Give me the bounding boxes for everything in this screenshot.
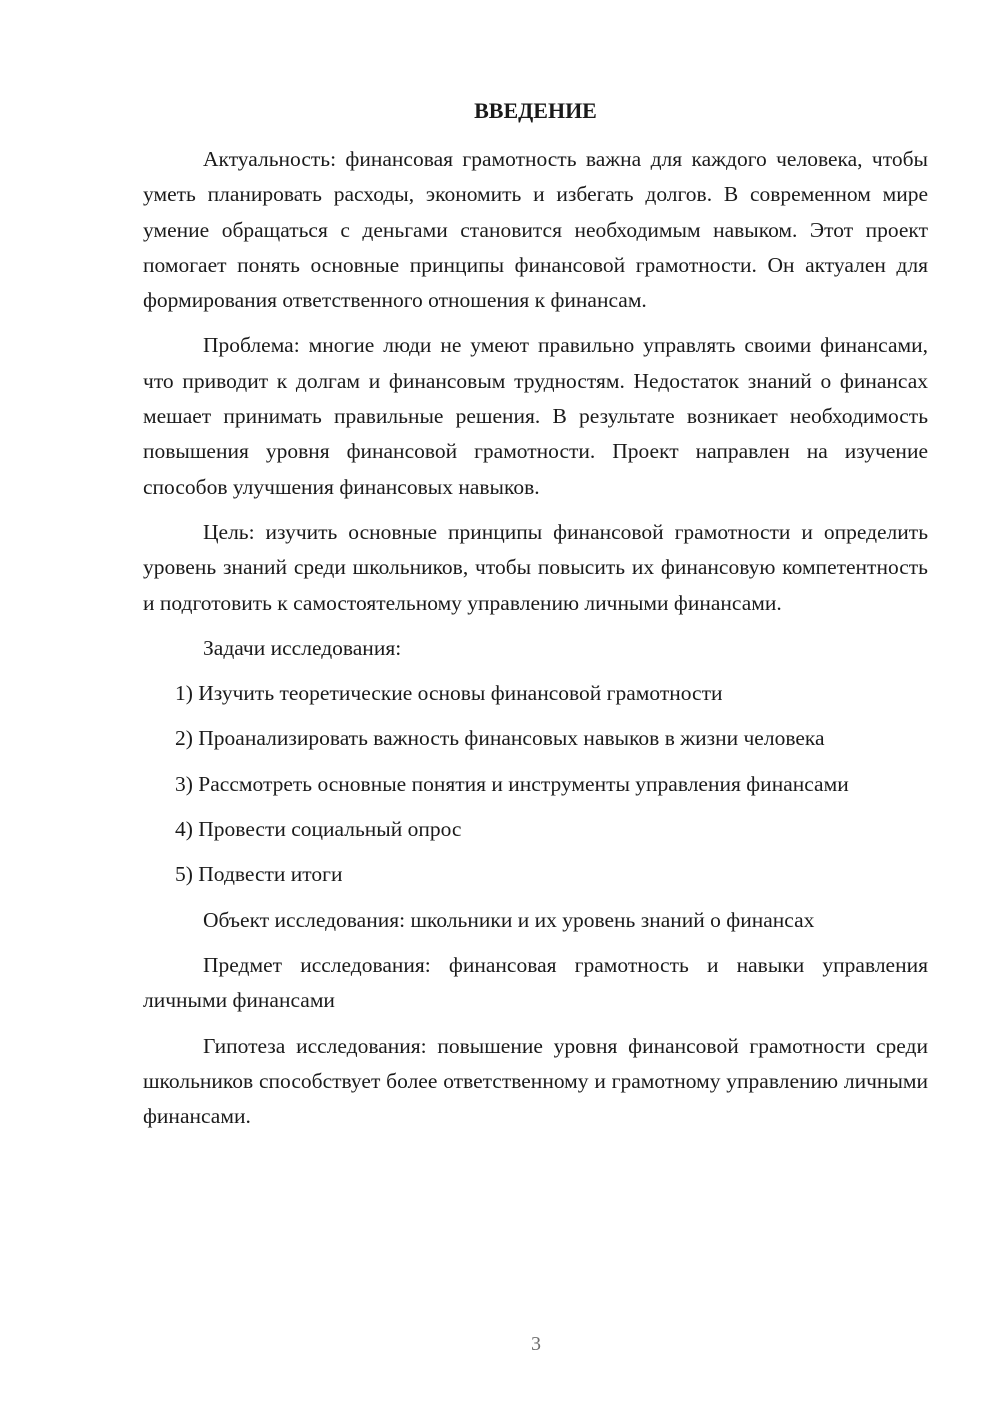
document-body	[143, 142, 928, 1134]
subject-paragraph: Предмет исследования: финансовая грамотность и навыки управления личными финансами	[143, 952, 928, 1013]
page-number: 3	[531, 1333, 541, 1355]
hypothesis-paragraph: Гипотеза исследования: повышение уровня финансовой грамотности среди школьников способствует более ответственному и грамотному управлению личными финансами.	[143, 1033, 928, 1129]
relevance-paragraph: Актуальность: финансовая грамотность важна для каждого человека, чтобы уметь планировать расходы, экономить и избегать долгов. В современном мире умение обращаться с деньгами становится необходимым навыком. Этот проект помогает понять основные принципы финансовой грамотности. Он актуален для формирования ответственного отношения к финансам.	[143, 147, 928, 313]
object-paragraph: Объект исследования: школьники и их уровень знаний о финансах	[203, 907, 815, 932]
task-item-2: 2) Проанализировать важность финансовых навыков в жизни человека	[175, 726, 825, 751]
problem-paragraph: Проблема: многие люди не умеют правильно управлять своими финансами, что приводит к долгам и финансовым трудностям. Недостаток знаний о финансах мешает принимать правильные решения. В результате возникает необходимость повышения уровня финансовой грамотности. Проект направлен на изучение способов улучшения финансовых навыков.	[143, 333, 928, 499]
page-title: ВВЕДЕНИЕ	[474, 98, 597, 123]
task-item-3: 3) Рассмотреть основные понятия и инструменты управления финансами	[175, 771, 849, 796]
task-item-1: 1) Изучить теоретические основы финансовой грамотности	[175, 681, 723, 706]
task-item-4: 4) Провести социальный опрос	[175, 817, 462, 842]
task-item-5: 5) Подвести итоги	[175, 862, 343, 887]
document-page	[143, 0, 928, 1414]
goal-paragraph: Цель: изучить основные принципы финансовой грамотности и определить уровень знаний среди школьников, чтобы повысить их финансовую компетентность и подготовить к самостоятельному управлению личными финансами.	[143, 519, 928, 615]
tasks-heading: Задачи исследования:	[203, 635, 402, 660]
